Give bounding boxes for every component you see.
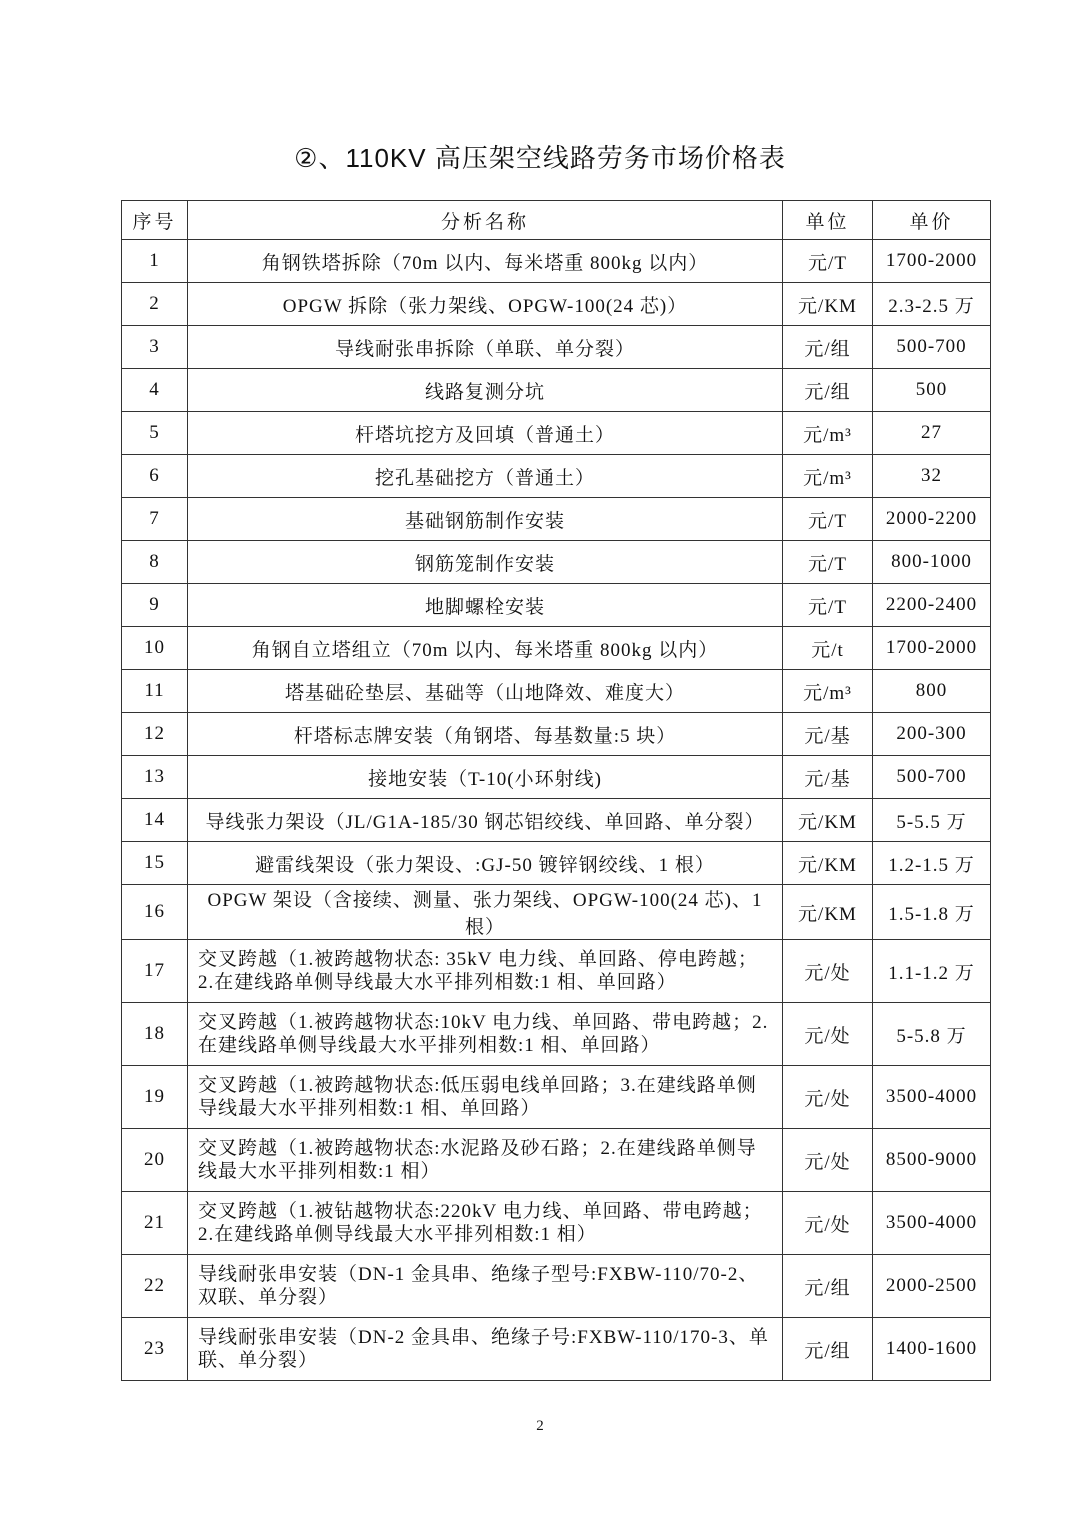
cell-no: 23 (122, 1318, 188, 1381)
cell-name: 交叉跨越（1.被跨越物状态:低压弱电线单回路；3.在建线路单侧导线最大水平排列相数:1 相、单回路） (188, 1066, 783, 1129)
table-row (122, 455, 991, 498)
cell-name: 角钢自立塔组立（70m 以内、每米塔重 800kg 以内） (188, 627, 783, 670)
cell-no: 13 (122, 756, 188, 799)
cell-price: 200-300 (873, 713, 991, 756)
cell-name: 交叉跨越（1.被跨越物状态:水泥路及砂石路；2.在建线路单侧导线最大水平排列相数:1 相） (188, 1129, 783, 1192)
cell-unit: 元/T (783, 240, 873, 283)
cell-price: 1700-2000 (873, 240, 991, 283)
cell-no: 18 (122, 1003, 188, 1066)
price-table (121, 200, 991, 1381)
cell-price: 500-700 (873, 756, 991, 799)
cell-unit: 元/基 (783, 756, 873, 799)
cell-price: 1700-2000 (873, 627, 991, 670)
cell-price: 3500-4000 (873, 1066, 991, 1129)
cell-unit: 元/组 (783, 369, 873, 412)
header-unit: 单位 (783, 201, 873, 240)
cell-name: 角钢铁塔拆除（70m 以内、每米塔重 800kg 以内） (188, 240, 783, 283)
header-name: 分析名称 (188, 201, 783, 240)
cell-no: 10 (122, 627, 188, 670)
table-header-row (122, 201, 991, 240)
cell-name: 导线张力架设（JL/G1A-185/30 钢芯铝绞线、单回路、单分裂） (188, 799, 783, 842)
cell-price: 2000-2200 (873, 498, 991, 541)
cell-price: 5-5.5 万 (873, 799, 991, 842)
table-row (122, 584, 991, 627)
cell-no: 16 (122, 885, 188, 940)
cell-price: 2.3-2.5 万 (873, 283, 991, 326)
table-row (122, 1129, 991, 1192)
cell-no: 6 (122, 455, 188, 498)
cell-name: 交叉跨越（1.被跨越物状态:10kV 电力线、单回路、带电跨越；2.在建线路单侧导线最大水平排列相数:1 相、单回路） (188, 1003, 783, 1066)
cell-unit: 元/m³ (783, 455, 873, 498)
cell-price: 2000-2500 (873, 1255, 991, 1318)
cell-name: 导线耐张串安装（DN-2 金具串、绝缘子号:FXBW-110/170-3、单联、单分裂） (188, 1318, 783, 1381)
cell-no: 11 (122, 670, 188, 713)
table-row (122, 1255, 991, 1318)
cell-no: 19 (122, 1066, 188, 1129)
cell-name: 线路复测分坑 (188, 369, 783, 412)
cell-price: 1400-1600 (873, 1318, 991, 1381)
table-row (122, 326, 991, 369)
cell-name: 交叉跨越（1.被钻越物状态:220kV 电力线、单回路、带电跨越；2.在建线路单侧导线最大水平排列相数:1 相） (188, 1192, 783, 1255)
cell-name: 接地安装（T-10(小环射线) (188, 756, 783, 799)
cell-price: 500-700 (873, 326, 991, 369)
cell-unit: 元/KM (783, 799, 873, 842)
table-row (122, 756, 991, 799)
cell-unit: 元/T (783, 541, 873, 584)
cell-no: 12 (122, 713, 188, 756)
table-row (122, 1003, 991, 1066)
cell-no: 3 (122, 326, 188, 369)
cell-price: 1.1-1.2 万 (873, 940, 991, 1003)
cell-no: 17 (122, 940, 188, 1003)
cell-unit: 元/处 (783, 1066, 873, 1129)
table-row (122, 412, 991, 455)
table-row (122, 1066, 991, 1129)
cell-price: 1.5-1.8 万 (873, 885, 991, 940)
cell-price: 8500-9000 (873, 1129, 991, 1192)
cell-price: 27 (873, 412, 991, 455)
cell-no: 5 (122, 412, 188, 455)
cell-price: 3500-4000 (873, 1192, 991, 1255)
cell-no: 8 (122, 541, 188, 584)
cell-no: 21 (122, 1192, 188, 1255)
table-row (122, 369, 991, 412)
cell-name: OPGW 架设（含接续、测量、张力架线、OPGW-100(24 芯)、1 根） (188, 885, 783, 940)
cell-unit: 元/处 (783, 1192, 873, 1255)
cell-name: 钢筋笼制作安装 (188, 541, 783, 584)
cell-name: 杆塔坑挖方及回填（普通土） (188, 412, 783, 455)
cell-name: 导线耐张串安装（DN-1 金具串、绝缘子型号:FXBW-110/70-2、双联、单分裂） (188, 1255, 783, 1318)
table-row (122, 240, 991, 283)
cell-no: 2 (122, 283, 188, 326)
cell-name: 杆塔标志牌安装（角钢塔、每基数量:5 块） (188, 713, 783, 756)
table-row (122, 885, 991, 940)
table-row (122, 283, 991, 326)
cell-price: 2200-2400 (873, 584, 991, 627)
cell-no: 20 (122, 1129, 188, 1192)
table-row (122, 940, 991, 1003)
cell-unit: 元/基 (783, 713, 873, 756)
cell-unit: 元/处 (783, 940, 873, 1003)
table-row (122, 498, 991, 541)
cell-unit: 元/KM (783, 842, 873, 885)
cell-no: 1 (122, 240, 188, 283)
cell-name: 地脚螺栓安装 (188, 584, 783, 627)
header-no: 序号 (122, 201, 188, 240)
table-row (122, 670, 991, 713)
cell-price: 32 (873, 455, 991, 498)
table-row (122, 799, 991, 842)
cell-name: 避雷线架设（张力架设、:GJ-50 镀锌钢绞线、1 根） (188, 842, 783, 885)
cell-price: 800-1000 (873, 541, 991, 584)
page-title: ②、110KV 高压架空线路劳务市场价格表 (294, 143, 786, 173)
cell-no: 4 (122, 369, 188, 412)
cell-name: 塔基础砼垫层、基础等（山地降效、难度大） (188, 670, 783, 713)
cell-no: 7 (122, 498, 188, 541)
cell-unit: 元/m³ (783, 412, 873, 455)
cell-no: 14 (122, 799, 188, 842)
table-row (122, 1192, 991, 1255)
cell-price: 1.2-1.5 万 (873, 842, 991, 885)
cell-unit: 元/处 (783, 1003, 873, 1066)
cell-unit: 元/处 (783, 1129, 873, 1192)
cell-unit: 元/t (783, 627, 873, 670)
cell-price: 5-5.8 万 (873, 1003, 991, 1066)
cell-name: 导线耐张串拆除（单联、单分裂） (188, 326, 783, 369)
cell-no: 15 (122, 842, 188, 885)
cell-unit: 元/组 (783, 1255, 873, 1318)
page-number: 2 (536, 1418, 544, 1434)
cell-price: 800 (873, 670, 991, 713)
cell-price: 500 (873, 369, 991, 412)
table-row (122, 627, 991, 670)
table-row (122, 1318, 991, 1381)
cell-unit: 元/T (783, 498, 873, 541)
cell-unit: 元/KM (783, 283, 873, 326)
cell-no: 9 (122, 584, 188, 627)
table-row (122, 713, 991, 756)
cell-unit: 元/组 (783, 326, 873, 369)
cell-unit: 元/T (783, 584, 873, 627)
table-body (122, 240, 991, 1381)
table-row (122, 541, 991, 584)
cell-unit: 元/m³ (783, 670, 873, 713)
cell-unit: 元/KM (783, 885, 873, 940)
header-price: 单价 (873, 201, 991, 240)
table-row (122, 842, 991, 885)
cell-name: OPGW 拆除（张力架线、OPGW-100(24 芯)） (188, 283, 783, 326)
cell-unit: 元/组 (783, 1318, 873, 1381)
cell-name: 基础钢筋制作安装 (188, 498, 783, 541)
cell-name: 挖孔基础挖方（普通土） (188, 455, 783, 498)
cell-no: 22 (122, 1255, 188, 1318)
cell-name: 交叉跨越（1.被跨越物状态: 35kV 电力线、单回路、停电跨越；2.在建线路单侧导线最大水平排列相数:1 相、单回路） (188, 940, 783, 1003)
